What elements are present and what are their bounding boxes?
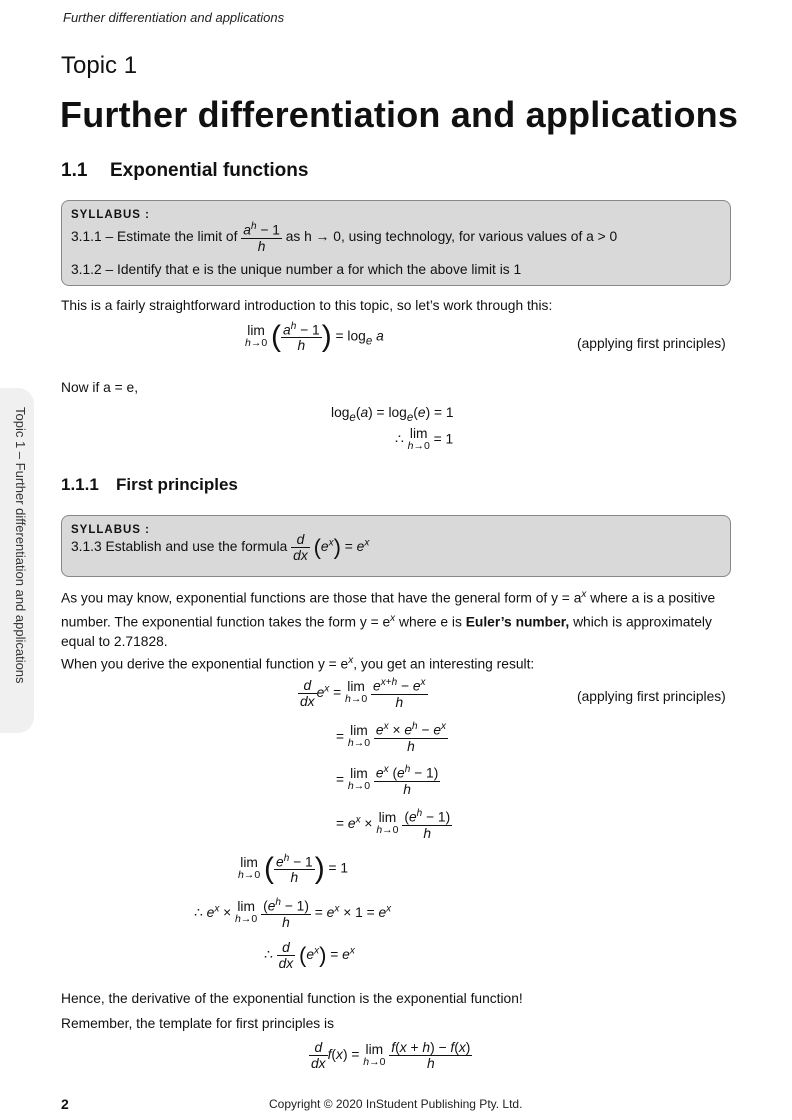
note-first-principles: (applying first principles) xyxy=(577,336,726,351)
syllabus-item-1 xyxy=(71,221,617,254)
intro-text: This is a fairly straightforward introduction to this topic, so let’s work through this: xyxy=(61,298,553,313)
para1-a: As you may know, exponential functions are those that have the general form of y = a xyxy=(61,590,582,606)
derivation-line-2: = lim h→0 $\frac{e^x \times e^h - e^x}{h}$ xyxy=(336,721,447,754)
paragraph-exponential: As you may know, exponential functions are those that have the general form of $y = a^x$ where a is a positive number. The exponential function takes the form $y = e^x$ where e is Euler’s number, which is approximately equal to 2.71828. xyxy=(61,589,716,650)
syllabus-item-1-text: 3.1.1 – Estimate the limit of xyxy=(71,228,238,244)
syllabus-item-3-text: 3.1.3 Establish and use the formula xyxy=(71,539,288,555)
para2-b: , you get an interesting result: xyxy=(353,656,535,672)
first-principles-template: $\frac{d}{dx}$ f(x) = lim h→0 $\frac{f(x + h) - f(x)}{h}$ xyxy=(311,1040,471,1071)
derivation-result: ∴ $e^x \times \lim$ h→0 $\frac{(e^h - 1)}{h}$ = $e^x \times 1 = e^x$ xyxy=(194,897,392,930)
derivation-conclusion: ∴ $\frac{d}{dx}$ $(e^x) = e^x$ xyxy=(264,940,355,971)
topic-label: Topic 1 xyxy=(61,52,138,79)
syllabus-item-1-tail: as h → 0, using technology, for various values of a > 0 xyxy=(285,228,618,244)
section-title: Exponential functions xyxy=(110,160,309,181)
para1-d: which is approximately equal to 2.71828. xyxy=(61,614,712,650)
section-heading xyxy=(61,160,308,182)
note-first-principles-2: (applying first principles) xyxy=(577,689,726,704)
syllabus-box-2 xyxy=(61,515,731,577)
eulers-number: Euler’s number, xyxy=(465,614,570,630)
paragraph-derive: When you derive the exponential function $y = e^x$, you get an interesting result: xyxy=(61,655,535,672)
copyright: Copyright © 2020 InStudent Publishing Pty. Ltd. xyxy=(269,1097,523,1111)
remember-text: Remember, the template for first principles is xyxy=(61,1016,334,1031)
subsection-heading xyxy=(61,475,238,495)
para2-a: When you derive the exponential function y = e xyxy=(61,656,349,672)
running-header: Further differentiation and applications xyxy=(63,10,285,25)
derivation-line-3: = lim h→0 $\frac{e^x (e^h - 1)}{h}$ xyxy=(336,764,439,797)
chapter-title: Further differentiation and applications xyxy=(60,94,739,135)
now-if-text: Now if a = e, xyxy=(61,380,139,395)
hence-text: Hence, the derivative of the exponential function is the exponential function! xyxy=(61,991,523,1006)
page-number: 2 xyxy=(61,1096,69,1112)
subsection-number: 1.1.1 xyxy=(61,475,99,494)
derivation-line-4: = $e^x \times \lim$ h→0 $\frac{(e^h - 1)}{h}$ xyxy=(336,808,451,841)
equation-limit: lim h→0 ( $\frac{a^h - 1}{h}$ ) = $\log_e a$ xyxy=(245,320,384,354)
subsection-title: First principles xyxy=(116,475,238,494)
syllabus-item-2: 3.1.2 – Identify that e is the unique number a for which the above limit is 1 xyxy=(71,262,522,277)
syllabus-label: SYLLABUS : xyxy=(71,209,150,221)
equation-therefore-limit: ∴ lim h→0 = 1 xyxy=(395,426,454,452)
equation-log: $\log_e(a) = \log_e(e) = 1$ xyxy=(331,405,454,424)
side-tab-text: Topic 1 – Further differentiation and applications xyxy=(13,407,28,684)
syllabus-label-2: SYLLABUS : xyxy=(71,524,150,536)
para1-b: where a is a positive number. The exponential function takes the form y = e xyxy=(61,590,716,630)
derivation-line-1: $\frac{d}{dx}$ $e^x = \lim$ h→0 $\frac{e^{x+h} - e^x}{h}$ xyxy=(300,677,426,710)
syllabus-box xyxy=(61,200,731,286)
limit-fraction: $\frac{a^h - 1}{h}$ xyxy=(243,221,280,254)
syllabus-item-3: 3.1.3 Establish and use the formula $\frac{d}{dx}$ $(e^x) = e^x$ xyxy=(71,532,370,563)
derivation-limit-one: lim h→0 ( $\frac{e^h - 1}{h}$ ) = 1 xyxy=(238,852,349,886)
section-number: 1.1 xyxy=(61,160,88,181)
para1-c: where e is xyxy=(395,614,466,630)
